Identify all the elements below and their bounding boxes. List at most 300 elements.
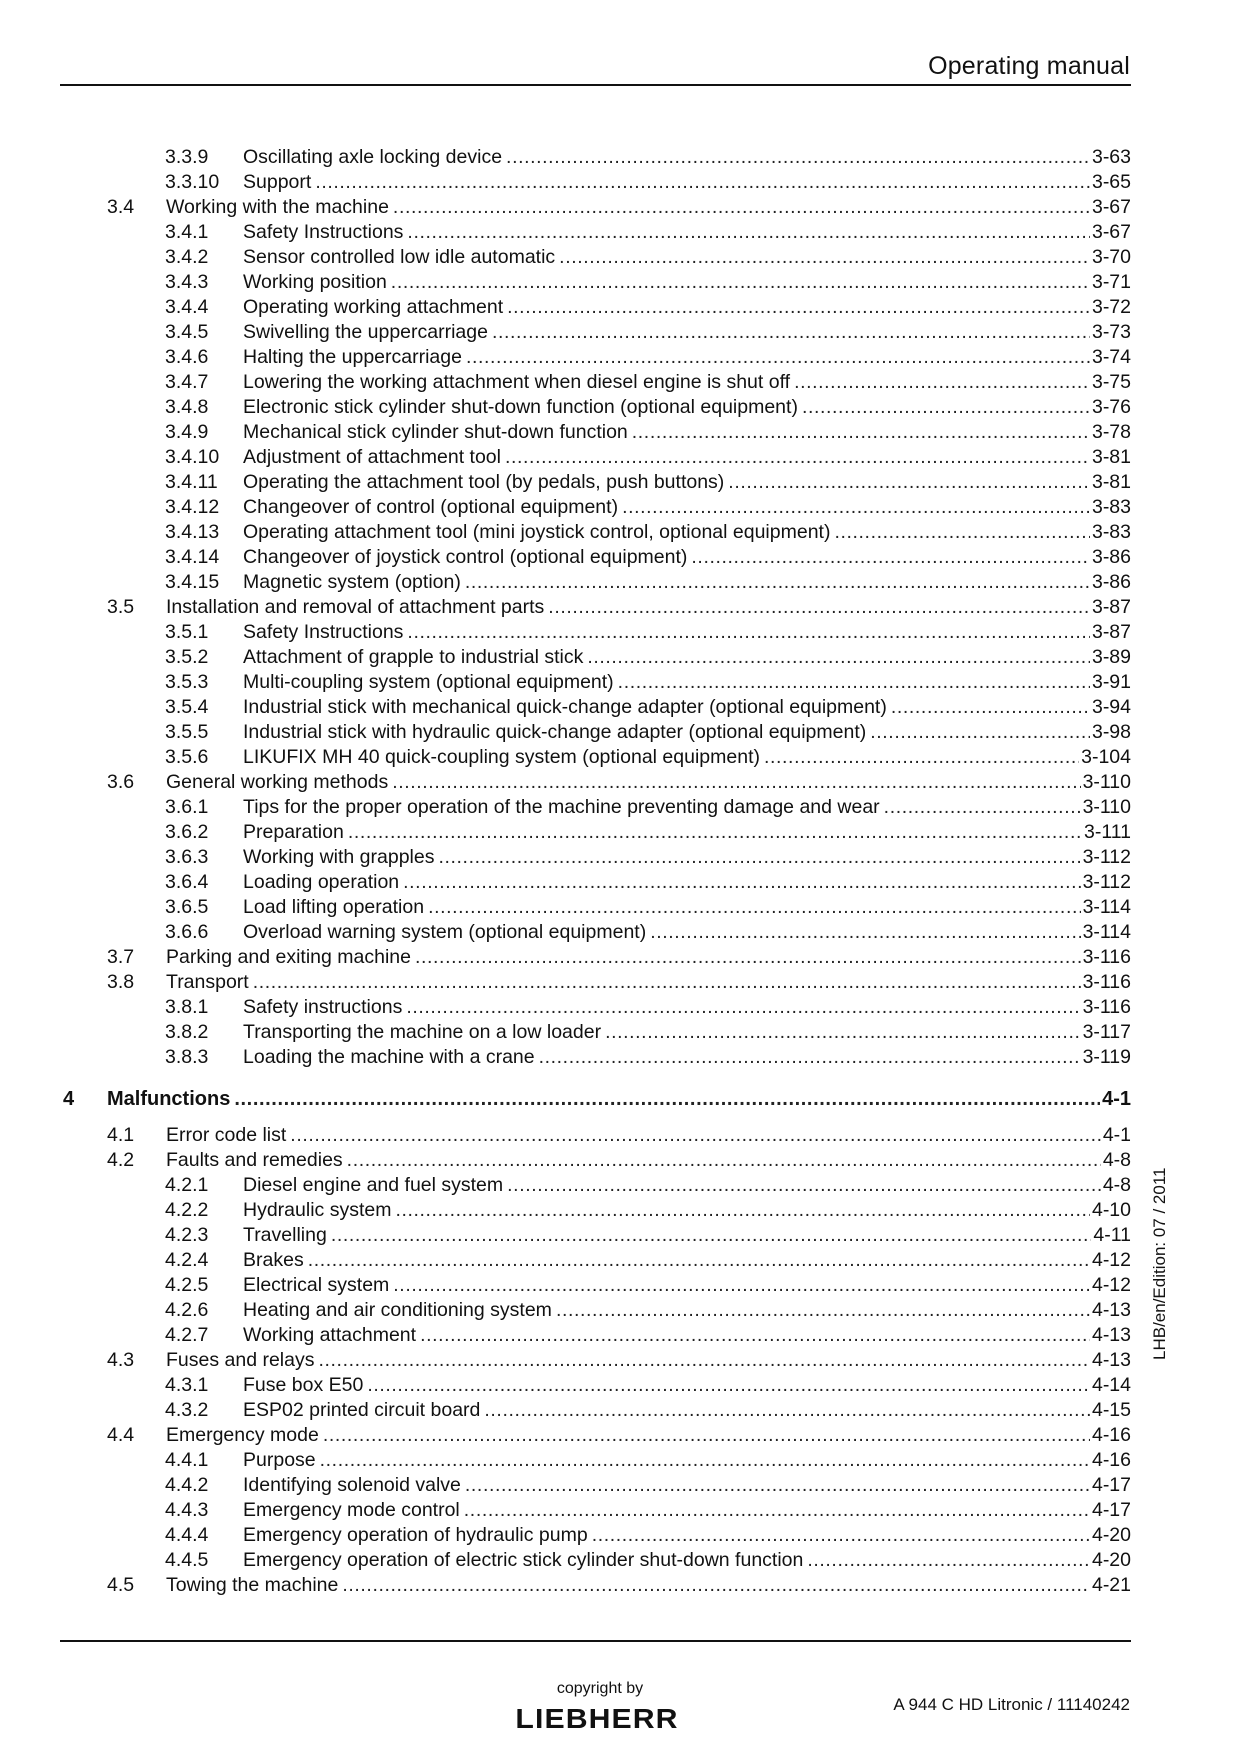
toc-page-number: 4-17 [1091, 1499, 1131, 1521]
toc-entry [243, 1473, 1131, 1498]
toc-entry [243, 870, 1131, 895]
toc-title: Lowering the working attachment when diesel engine is shut off [243, 371, 791, 393]
toc-entry [243, 845, 1131, 870]
toc-leader-dots [420, 1323, 1090, 1348]
toc-entry [243, 545, 1131, 570]
toc-entry [243, 1045, 1131, 1070]
toc-leader-dots [559, 245, 1090, 270]
toc-title: LIKUFIX MH 40 quick-coupling system (optional equipment) [243, 746, 760, 768]
toc-entry [243, 270, 1131, 295]
toc-row [0, 395, 1240, 420]
toc-number: 3.4.13 [165, 521, 220, 543]
toc-leader-dots [506, 145, 1090, 170]
toc-row [0, 220, 1240, 245]
toc-leader-dots [465, 1473, 1090, 1498]
toc-entry [243, 320, 1131, 345]
toc-number: 3.5 [107, 596, 135, 618]
toc-row [0, 1448, 1240, 1473]
toc-row [0, 945, 1240, 970]
toc-page-number: 3-98 [1091, 721, 1131, 743]
toc-entry [166, 970, 1131, 995]
toc-page-number: 3-110 [1082, 796, 1131, 818]
toc-row [0, 1020, 1240, 1045]
toc-entry [243, 1273, 1131, 1298]
toc-leader-dots [348, 820, 1082, 845]
toc-page-number: 3-112 [1082, 871, 1131, 893]
toc-number: 4.4.3 [165, 1499, 209, 1521]
toc-entry [243, 170, 1131, 195]
toc-page-number: 3-117 [1082, 1021, 1131, 1043]
toc-title: Purpose [243, 1449, 316, 1471]
toc-page-number: 3-67 [1091, 196, 1131, 218]
toc-row [0, 1523, 1240, 1548]
toc-row [0, 745, 1240, 770]
toc-title: Safety Instructions [243, 621, 404, 643]
toc-leader-dots [393, 195, 1090, 220]
toc-row [0, 295, 1240, 320]
toc-title: Faults and remedies [166, 1149, 343, 1171]
toc-number: 3.7 [107, 946, 135, 968]
toc-title: Fuse box E50 [243, 1374, 364, 1396]
toc-leader-dots [794, 370, 1090, 395]
toc-leader-dots [592, 1523, 1090, 1548]
toc-row [0, 795, 1240, 820]
toc-entry [166, 595, 1131, 620]
toc-entry [243, 220, 1131, 245]
toc-page-number: 3-94 [1091, 696, 1131, 718]
toc-row [0, 920, 1240, 945]
toc-row [0, 170, 1240, 195]
toc-entry [166, 1423, 1131, 1448]
toc-title: Malfunctions [107, 1088, 231, 1110]
toc-number: 3.4.14 [165, 546, 220, 568]
toc-entry [243, 695, 1131, 720]
toc-page-number: 3-81 [1091, 446, 1131, 468]
toc-number: 3.5.4 [165, 696, 209, 718]
toc-entry [243, 1198, 1131, 1223]
toc-row [0, 870, 1240, 895]
toc-row [0, 345, 1240, 370]
toc-leader-dots [505, 445, 1090, 470]
toc-page-number: 4-12 [1091, 1249, 1131, 1271]
toc-title: Heating and air conditioning system [243, 1299, 552, 1321]
toc-title: Brakes [243, 1249, 304, 1271]
toc-entry [166, 195, 1131, 220]
toc-page-number: 4-16 [1091, 1449, 1131, 1471]
toc-title: Emergency operation of hydraulic pump [243, 1524, 588, 1546]
toc-title: Electrical system [243, 1274, 390, 1296]
toc-row [0, 1573, 1240, 1598]
toc-leader-dots [319, 1348, 1090, 1373]
toc-title: Diesel engine and fuel system [243, 1174, 504, 1196]
toc-page-number: 3-114 [1082, 921, 1131, 943]
toc-leader-dots [320, 1448, 1090, 1473]
toc-entry [243, 1173, 1131, 1198]
toc-row [0, 1423, 1240, 1448]
toc-row [0, 370, 1240, 395]
toc-number: 4.2.6 [165, 1299, 209, 1321]
toc-title: Installation and removal of attachment parts [166, 596, 545, 618]
toc-page-number: 4-12 [1091, 1274, 1131, 1296]
toc-page-number: 3-91 [1091, 671, 1131, 693]
toc-title: Operating the attachment tool (by pedals, push buttons) [243, 471, 725, 493]
toc-page-number: 3-75 [1091, 371, 1131, 393]
toc-number: 3.4.8 [165, 396, 209, 418]
toc-title: Industrial stick with mechanical quick-change adapter (optional equipment) [243, 696, 887, 718]
toc-leader-dots [234, 1087, 1100, 1112]
toc-leader-dots [507, 1173, 1101, 1198]
toc-entry [243, 1548, 1131, 1573]
toc-row [0, 1298, 1240, 1323]
toc-entry [243, 920, 1131, 945]
toc-leader-dots [342, 1573, 1090, 1598]
toc-number: 3.5.2 [165, 646, 209, 668]
toc-chapter-row [0, 1087, 1240, 1112]
toc-leader-dots [438, 845, 1080, 870]
toc-number: 3.5.6 [165, 746, 209, 768]
toc-title: Preparation [243, 821, 344, 843]
toc-page-number: 3-119 [1082, 1046, 1131, 1068]
toc-entry [243, 395, 1131, 420]
footer-model-number: A 944 C HD Litronic / 11140242 [893, 1695, 1130, 1714]
toc-page-number: 3-65 [1091, 171, 1131, 193]
toc-number: 3.4.3 [165, 271, 209, 293]
toc-row [0, 820, 1240, 845]
toc-row [0, 1173, 1240, 1198]
toc-leader-dots [891, 695, 1090, 720]
toc-page-number: 3-87 [1091, 621, 1131, 643]
toc-leader-dots [618, 670, 1090, 695]
toc-page-number: 3-71 [1091, 271, 1131, 293]
toc-row [0, 1348, 1240, 1373]
toc-number: 3.8.3 [165, 1046, 209, 1068]
toc-title: Industrial stick with hydraulic quick-change adapter (optional equipment) [243, 721, 867, 743]
toc-entry [243, 495, 1131, 520]
toc-entry [243, 1523, 1131, 1548]
toc-title: Emergency operation of electric stick cylinder shut-down function [243, 1549, 804, 1571]
toc-page-number: 4-13 [1091, 1349, 1131, 1371]
toc-entry [243, 1248, 1131, 1273]
toc-row [0, 670, 1240, 695]
toc-entry [166, 1148, 1131, 1173]
toc-row [0, 1498, 1240, 1523]
toc-page-number: 3-76 [1091, 396, 1131, 418]
toc-entry [243, 895, 1131, 920]
toc-number: 3.6.1 [165, 796, 209, 818]
copyright-text: copyright by [556, 1680, 644, 1697]
toc-entry [243, 470, 1131, 495]
toc-row [0, 470, 1240, 495]
toc-page-number: 3-73 [1091, 321, 1131, 343]
toc-leader-dots [870, 720, 1090, 745]
toc-title: Adjustment of attachment tool [243, 446, 501, 468]
toc-leader-dots [253, 970, 1081, 995]
toc-entry [166, 1348, 1131, 1373]
toc-entry [243, 1223, 1131, 1248]
toc-entry [243, 820, 1131, 845]
toc-page-number: 4-20 [1091, 1524, 1131, 1546]
toc-row [0, 1223, 1240, 1248]
toc-entry [243, 1373, 1131, 1398]
toc-title: Multi-coupling system (optional equipment) [243, 671, 614, 693]
toc-page-number: 4-8 [1102, 1174, 1131, 1196]
toc-page-number: 3-114 [1082, 896, 1131, 918]
toc-title: Load lifting operation [243, 896, 425, 918]
toc-title: Changeover of control (optional equipment) [243, 496, 619, 518]
toc-leader-dots [539, 1045, 1081, 1070]
toc-page-number: 3-70 [1091, 246, 1131, 268]
toc-leader-dots [406, 995, 1080, 1020]
toc-row [0, 320, 1240, 345]
toc-number: 3.6 [107, 771, 135, 793]
toc-leader-dots [556, 1298, 1090, 1323]
toc-entry [243, 670, 1131, 695]
toc-leader-dots [393, 1273, 1090, 1298]
toc-row [0, 245, 1240, 270]
toc-row [0, 1398, 1240, 1423]
toc-leader-dots [407, 220, 1090, 245]
toc-entry [243, 1020, 1131, 1045]
toc-title: Swivelling the uppercarriage [243, 321, 488, 343]
toc-page-number: 3-86 [1091, 571, 1131, 593]
toc-number: 3.4.5 [165, 321, 209, 343]
toc-row [0, 270, 1240, 295]
toc-number: 3.4.6 [165, 346, 209, 368]
toc-page-number: 3-78 [1091, 421, 1131, 443]
toc-page-number: 3-110 [1082, 771, 1131, 793]
toc-leader-dots [331, 1223, 1092, 1248]
toc-number: 3.4.7 [165, 371, 209, 393]
toc-leader-dots [802, 395, 1090, 420]
toc-leader-dots [465, 570, 1090, 595]
toc-leader-dots [632, 420, 1090, 445]
toc-page-number: 3-104 [1081, 746, 1131, 768]
toc-number: 3.4.11 [165, 471, 218, 493]
toc-entry [243, 995, 1131, 1020]
toc-page-number: 3-111 [1084, 821, 1131, 843]
toc-leader-dots [315, 170, 1090, 195]
toc-leader-dots [492, 320, 1090, 345]
toc-row [0, 570, 1240, 595]
toc-number: 3.6.5 [165, 896, 209, 918]
toc-page-number: 4-21 [1091, 1574, 1131, 1596]
toc-page-number: 4-20 [1091, 1549, 1131, 1571]
toc-title: Hydraulic system [243, 1199, 392, 1221]
toc-title: Tips for the proper operation of the machine preventing damage and wear [243, 796, 880, 818]
toc-title: Sensor controlled low idle automatic [243, 246, 556, 268]
toc-row [0, 695, 1240, 720]
toc-title: Safety Instructions [243, 221, 404, 243]
toc-number: 3.4.2 [165, 246, 209, 268]
toc-row [0, 545, 1240, 570]
toc-number: 4.3.1 [165, 1374, 209, 1396]
toc-leader-dots [464, 1498, 1090, 1523]
toc-entry [243, 745, 1131, 770]
toc-number: 3.5.3 [165, 671, 209, 693]
toc-leader-dots [391, 270, 1090, 295]
toc-title: Attachment of grapple to industrial stick [243, 646, 584, 668]
toc-number: 4.1 [107, 1124, 135, 1146]
page-header-title: Operating manual [928, 52, 1130, 80]
toc-number: 4.2.1 [165, 1174, 209, 1196]
toc-number: 3.4.15 [165, 571, 220, 593]
toc-number: 3.3.10 [165, 171, 220, 193]
toc-number: 3.4 [107, 196, 135, 218]
toc-page-number: 4-17 [1091, 1474, 1131, 1496]
toc-title: Safety instructions [243, 996, 403, 1018]
toc-leader-dots [622, 495, 1090, 520]
toc-number: 4.2.4 [165, 1249, 209, 1271]
toc-row [0, 1045, 1240, 1070]
toc-row [0, 520, 1240, 545]
toc-number: 4.4.4 [165, 1524, 209, 1546]
toc-page-number: 4-11 [1093, 1224, 1131, 1246]
toc-row [0, 495, 1240, 520]
toc-number: 3.5.1 [165, 621, 209, 643]
toc-number: 3.4.12 [165, 496, 220, 518]
toc-number: 3.6.6 [165, 921, 209, 943]
toc-leader-dots [764, 745, 1079, 770]
toc-entry [243, 1298, 1131, 1323]
toc-entry [107, 1087, 1131, 1112]
toc-entry [243, 520, 1131, 545]
toc-row [0, 720, 1240, 745]
toc-number: 4.4.1 [165, 1449, 209, 1471]
toc-page-number: 3-83 [1091, 521, 1131, 543]
toc-title: Working with grapples [243, 846, 435, 868]
toc-title: Identifying solenoid valve [243, 1474, 461, 1496]
toc-entry [243, 420, 1131, 445]
toc-page-number: 3-89 [1091, 646, 1131, 668]
toc-title: Fuses and relays [166, 1349, 315, 1371]
toc-row [0, 1548, 1240, 1573]
toc-title: Support [243, 171, 312, 193]
toc-row [0, 1248, 1240, 1273]
toc-entry [243, 720, 1131, 745]
toc-leader-dots [407, 620, 1090, 645]
toc-title: Working attachment [243, 1324, 417, 1346]
header-rule [60, 84, 1131, 86]
toc-title: Working position [243, 271, 387, 293]
toc-title: Magnetic system (option) [243, 571, 461, 593]
toc-number: 4.2.7 [165, 1324, 209, 1346]
toc-row [0, 995, 1240, 1020]
toc-row [0, 1373, 1240, 1398]
toc-page-number: 3-116 [1082, 971, 1131, 993]
toc-entry [166, 770, 1131, 795]
toc-entry [243, 1448, 1131, 1473]
toc-number: 4.5 [107, 1574, 135, 1596]
toc-row [0, 1198, 1240, 1223]
toc-title: Loading operation [243, 871, 400, 893]
toc-leader-dots [415, 945, 1081, 970]
toc-leader-dots [395, 1198, 1090, 1223]
toc-entry [243, 245, 1131, 270]
toc-leader-dots [347, 1148, 1101, 1173]
toc-leader-dots [605, 1020, 1080, 1045]
toc-title: Working with the machine [166, 196, 389, 218]
toc-entry [243, 1498, 1131, 1523]
toc-row [0, 1473, 1240, 1498]
toc-page-number: 3-87 [1091, 596, 1131, 618]
toc-row [0, 970, 1240, 995]
toc-number: 3.3.9 [165, 146, 209, 168]
toc-row [0, 195, 1240, 220]
toc-page-number: 3-72 [1091, 296, 1131, 318]
toc-leader-dots [884, 795, 1081, 820]
toc-title: Operating attachment tool (mini joystick control, optional equipment) [243, 521, 831, 543]
toc-leader-dots [728, 470, 1090, 495]
toc-number: 4.3.2 [165, 1399, 209, 1421]
toc-leader-dots [367, 1373, 1090, 1398]
toc-number: 4.3 [107, 1349, 135, 1371]
toc-leader-dots [587, 645, 1090, 670]
toc-page-number: 4-14 [1091, 1374, 1131, 1396]
toc-row [0, 1148, 1240, 1173]
toc-number: 4.4 [107, 1424, 135, 1446]
toc-entry [243, 345, 1131, 370]
toc-row [0, 1323, 1240, 1348]
toc-row [0, 845, 1240, 870]
toc-entry [243, 620, 1131, 645]
toc-page-number: 3-74 [1091, 346, 1131, 368]
toc-title: Oscillating axle locking device [243, 146, 503, 168]
liebherr-logo-text: LIEBHERR [515, 1703, 679, 1733]
toc-row [0, 445, 1240, 470]
toc-entry [166, 945, 1131, 970]
toc-number: 4.2.3 [165, 1224, 209, 1246]
toc-page-number: 4-8 [1102, 1149, 1131, 1171]
toc-page-number: 3-83 [1091, 496, 1131, 518]
toc-title: ESP02 printed circuit board [243, 1399, 481, 1421]
toc-page-number: 4-16 [1091, 1424, 1131, 1446]
toc-number: 3.8.2 [165, 1021, 209, 1043]
toc-title: General working methods [166, 771, 389, 793]
toc-title: Mechanical stick cylinder shut-down function [243, 421, 628, 443]
toc-number: 4.4.5 [165, 1549, 209, 1571]
toc-entry [243, 370, 1131, 395]
toc-page-number: 4-13 [1091, 1299, 1131, 1321]
toc-title: Changeover of joystick control (optional equipment) [243, 546, 688, 568]
toc-leader-dots [392, 770, 1080, 795]
toc-title: Operating working attachment [243, 296, 504, 318]
toc-leader-dots [323, 1423, 1090, 1448]
toc-page-number: 4-1 [1102, 1124, 1131, 1146]
toc-number: 4.2.5 [165, 1274, 209, 1296]
toc-entry [243, 445, 1131, 470]
toc-leader-dots [548, 595, 1090, 620]
toc-leader-dots [290, 1123, 1101, 1148]
toc-entry [243, 295, 1131, 320]
toc-leader-dots [428, 895, 1081, 920]
toc-entry [166, 1123, 1131, 1148]
toc-page-number: 3-63 [1091, 146, 1131, 168]
toc-number: 4.2 [107, 1149, 135, 1171]
toc-title: Emergency mode control [243, 1499, 460, 1521]
toc-page-number: 3-116 [1082, 996, 1131, 1018]
toc-number: 3.6.2 [165, 821, 209, 843]
toc-row [0, 620, 1240, 645]
toc-number: 3.4.9 [165, 421, 209, 443]
toc-entry [166, 1573, 1131, 1598]
liebherr-logo [497, 1703, 697, 1733]
toc-number: 4.2.2 [165, 1199, 209, 1221]
toc-row [0, 1123, 1240, 1148]
toc-leader-dots [403, 870, 1080, 895]
toc-page-number: 3-112 [1082, 846, 1131, 868]
toc-leader-dots [834, 520, 1090, 545]
toc-title: Emergency mode [166, 1424, 319, 1446]
